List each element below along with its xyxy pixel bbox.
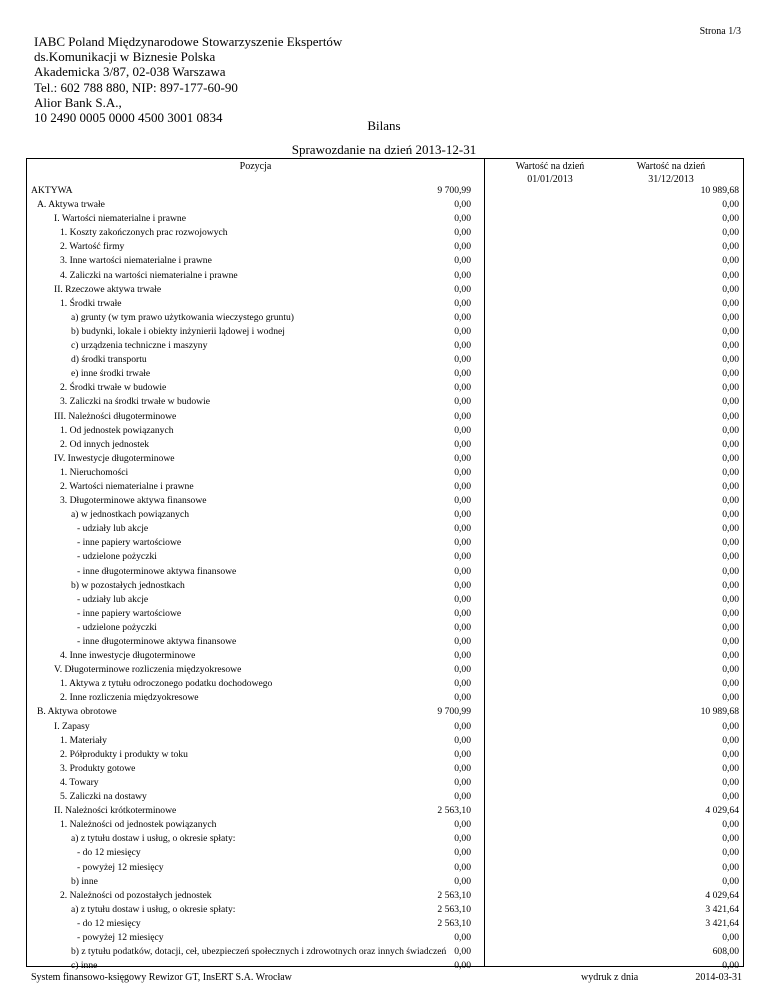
header-position: Pozycja xyxy=(239,161,272,172)
header-value-end-line1: Wartość na dzień xyxy=(636,161,706,172)
row-label: 4. Towary xyxy=(60,776,99,788)
table-row xyxy=(27,226,743,240)
row-value-end: 0,00 xyxy=(722,720,739,732)
table-row xyxy=(27,748,743,762)
table-row xyxy=(27,776,743,790)
company-line: ds.Komunikacji w Biznesie Polska xyxy=(34,49,216,65)
row-value-end: 0,00 xyxy=(722,199,739,211)
row-label: - udzielone pożyczki xyxy=(77,621,157,633)
row-value-start: 0,00 xyxy=(454,565,471,577)
row-value-start: 0,00 xyxy=(454,607,471,619)
table-row xyxy=(27,452,743,466)
row-label: b) budynki, lokale i obiekty inżynierii lądowej i wodnej xyxy=(71,325,285,337)
row-value-end: 0,00 xyxy=(722,241,739,253)
row-value-start: 0,00 xyxy=(454,593,471,605)
row-value-end: 3 421,64 xyxy=(705,903,739,915)
table-row xyxy=(27,508,743,522)
row-label: AKTYWA xyxy=(31,185,73,196)
table-row xyxy=(27,945,743,959)
table-row xyxy=(27,550,743,564)
row-label: 1. Środki trwałe xyxy=(60,297,122,309)
row-label: 2. Od innych jednostek xyxy=(60,438,149,450)
row-value-end: 0,00 xyxy=(722,354,739,366)
table-row xyxy=(27,424,743,438)
row-label: III. Należności długoterminowe xyxy=(54,410,177,422)
row-value-start: 0,00 xyxy=(454,678,471,690)
table-row xyxy=(27,269,743,283)
row-value-end: 0,00 xyxy=(722,960,739,972)
row-value-end: 0,00 xyxy=(722,537,739,549)
row-value-end: 10 989,68 xyxy=(700,185,739,196)
table-row xyxy=(27,212,743,226)
row-label: - do 12 miesięcy xyxy=(77,847,141,859)
row-value-start: 0,00 xyxy=(454,466,471,478)
row-value-start: 0,00 xyxy=(454,368,471,380)
row-value-end: 0,00 xyxy=(722,734,739,746)
row-label: 2. Należności od pozostałych jednostek xyxy=(60,889,212,901)
table-row xyxy=(27,438,743,452)
row-value-end: 0,00 xyxy=(722,227,739,239)
table-row xyxy=(27,283,743,297)
row-label: 1. Należności od jednostek powiązanych xyxy=(60,819,217,831)
table-row xyxy=(27,311,743,325)
row-value-start: 0,00 xyxy=(454,551,471,563)
row-value-end: 0,00 xyxy=(722,213,739,225)
row-value-start: 0,00 xyxy=(454,650,471,662)
row-label: 2. Półprodukty i produkty w toku xyxy=(60,748,188,760)
row-value-end: 0,00 xyxy=(722,861,739,873)
footer-software: System finansowo-księgowy Rewizor GT, InsERT S.A. Wrocław xyxy=(31,972,292,983)
row-value-start: 0,00 xyxy=(454,734,471,746)
row-value-start: 0,00 xyxy=(454,621,471,633)
row-value-start: 0,00 xyxy=(454,748,471,760)
row-value-start: 0,00 xyxy=(454,283,471,295)
company-line: Tel.: 602 788 880, NIP: 897-177-60-90 xyxy=(34,79,238,95)
row-label: - udziały lub akcje xyxy=(77,523,149,535)
row-value-start: 0,00 xyxy=(454,325,471,337)
row-label: a) z tytułu dostaw i usług, o okresie spłaty: xyxy=(71,903,236,915)
table-row xyxy=(27,480,743,494)
row-value-end: 0,00 xyxy=(722,495,739,507)
row-value-end: 4 029,64 xyxy=(705,889,739,901)
row-value-end: 0,00 xyxy=(722,340,739,352)
footer-print-date: 2014-03-31 xyxy=(695,972,742,983)
table-row xyxy=(27,818,743,832)
page-number: Strona 1/3 xyxy=(699,26,741,37)
row-label: 3. Inne wartości niematerialne i prawne xyxy=(60,255,212,267)
header-value-start-line2: 01/01/2013 xyxy=(527,173,573,185)
row-value-start: 0,00 xyxy=(454,495,471,507)
footer-print-label: wydruk z dnia xyxy=(581,972,639,983)
row-value-start: 0,00 xyxy=(454,340,471,352)
row-label: A. Aktywa trwałe xyxy=(37,199,105,211)
row-value-end: 0,00 xyxy=(722,650,739,662)
row-label: V. Długoterminowe rozliczenia międzyokresowe xyxy=(54,664,242,676)
table-row xyxy=(27,198,743,212)
row-label: 2. Wartość firmy xyxy=(60,241,125,253)
row-value-end: 10 989,68 xyxy=(700,706,739,718)
row-value-start: 0,00 xyxy=(454,847,471,859)
row-value-start: 2 563,10 xyxy=(437,805,471,817)
table-row xyxy=(27,297,743,311)
row-value-start: 0,00 xyxy=(454,199,471,211)
header-value-start-line1: Wartość na dzień xyxy=(515,161,585,172)
row-value-end: 0,00 xyxy=(722,410,739,422)
row-value-end: 0,00 xyxy=(722,748,739,760)
table-row xyxy=(27,663,743,677)
table-row xyxy=(27,861,743,875)
row-value-end: 0,00 xyxy=(722,636,739,647)
row-label: 1. Materiały xyxy=(60,734,107,746)
row-label: I. Wartości niematerialne i prawne xyxy=(54,213,186,225)
table-row xyxy=(27,635,743,649)
row-label: 1. Nieruchomości xyxy=(60,466,129,478)
table-row xyxy=(27,734,743,748)
row-value-start: 0,00 xyxy=(454,241,471,253)
table-row xyxy=(27,903,743,917)
header-value-end-line2: 31/12/2013 xyxy=(648,173,694,185)
row-label: - inne długoterminowe aktywa finansowe xyxy=(77,636,237,647)
row-value-end: 0,00 xyxy=(722,678,739,690)
row-value-start: 0,00 xyxy=(454,255,471,267)
row-value-end: 0,00 xyxy=(722,480,739,492)
table-row xyxy=(27,353,743,367)
row-value-end: 0,00 xyxy=(722,255,739,267)
row-value-end: 0,00 xyxy=(722,931,739,943)
table-row xyxy=(27,917,743,931)
table-row xyxy=(27,720,743,734)
row-label: 4. Zaliczki na wartości niematerialne i prawne xyxy=(60,269,238,281)
table-row xyxy=(27,762,743,776)
row-label: 1. Koszty zakończonych prac rozwojowych xyxy=(60,227,228,239)
table-row xyxy=(27,339,743,353)
row-label: - powyżej 12 miesięcy xyxy=(77,861,164,873)
row-label: b) z tytułu podatków, dotacji, ceł, ubezpieczeń społecznych i zdrowotnych oraz innych świadczeń xyxy=(71,946,447,958)
table-row xyxy=(27,677,743,691)
table-row xyxy=(27,395,743,409)
row-value-end: 0,00 xyxy=(722,593,739,605)
row-value-end: 0,00 xyxy=(722,579,739,591)
row-value-end: 0,00 xyxy=(722,875,739,887)
row-value-start: 0,00 xyxy=(454,819,471,831)
row-label: - inne długoterminowe aktywa finansowe xyxy=(77,565,237,577)
table-row xyxy=(27,790,743,804)
header-value-start xyxy=(480,161,620,186)
table-row xyxy=(27,466,743,480)
row-value-start: 0,00 xyxy=(454,946,471,958)
row-label: 2. Środki trwałe w budowie xyxy=(60,382,167,394)
table-row xyxy=(27,536,743,550)
table-row xyxy=(27,705,743,719)
row-value-end: 0,00 xyxy=(722,551,739,563)
table-row xyxy=(27,691,743,705)
row-value-end: 0,00 xyxy=(722,311,739,323)
table-row xyxy=(27,494,743,508)
row-value-start: 0,00 xyxy=(454,833,471,845)
row-value-start: 0,00 xyxy=(454,213,471,225)
row-value-end: 0,00 xyxy=(722,791,739,803)
row-value-start: 0,00 xyxy=(454,410,471,422)
row-value-start: 0,00 xyxy=(454,720,471,732)
row-value-end: 0,00 xyxy=(722,523,739,535)
row-value-start: 0,00 xyxy=(454,396,471,408)
table-row xyxy=(27,367,743,381)
row-label: c) inne xyxy=(71,960,98,972)
row-value-start: 2 563,10 xyxy=(437,889,471,901)
row-value-end: 0,00 xyxy=(722,452,739,464)
table-row xyxy=(27,931,743,945)
row-value-start: 0,00 xyxy=(454,227,471,239)
row-label: - udziały lub akcje xyxy=(77,593,149,605)
row-value-end: 0,00 xyxy=(722,325,739,337)
table-body xyxy=(27,184,743,973)
table-row xyxy=(27,804,743,818)
row-value-end: 0,00 xyxy=(722,621,739,633)
row-label: IV. Inwestycje długoterminowe xyxy=(54,452,175,464)
row-value-end: 0,00 xyxy=(722,466,739,478)
row-value-start: 0,00 xyxy=(454,269,471,281)
table-row xyxy=(27,522,743,536)
row-value-end: 0,00 xyxy=(722,438,739,450)
table-row xyxy=(27,889,743,903)
document-subtitle: Sprawozdanie na dzień 2013-12-31 xyxy=(291,142,477,157)
table-row xyxy=(27,325,743,339)
row-label: 3. Zaliczki na środki trwałe w budowie xyxy=(60,396,210,408)
row-label: 5. Zaliczki na dostawy xyxy=(60,791,147,803)
table-row xyxy=(27,184,743,198)
table-row xyxy=(27,381,743,395)
row-value-end: 3 421,64 xyxy=(705,917,739,929)
row-label: b) inne xyxy=(71,875,98,887)
table-row xyxy=(27,254,743,268)
company-line: IABC Poland Międzynarodowe Stowarzyszenie Ekspertów xyxy=(34,34,343,49)
row-value-end: 0,00 xyxy=(722,382,739,394)
row-label: - powyżej 12 miesięcy xyxy=(77,931,164,943)
table-row xyxy=(27,579,743,593)
company-line: 10 2490 0005 0000 4500 3001 0834 xyxy=(34,110,223,126)
table-row xyxy=(27,607,743,621)
row-value-start: 0,00 xyxy=(454,579,471,591)
row-value-start: 2 563,10 xyxy=(437,917,471,929)
row-label: 3. Produkty gotowe xyxy=(60,762,136,774)
row-value-end: 0,00 xyxy=(722,396,739,408)
table-row xyxy=(27,240,743,254)
row-value-start: 0,00 xyxy=(454,861,471,873)
row-value-start: 0,00 xyxy=(454,297,471,309)
row-value-start: 0,00 xyxy=(454,636,471,647)
row-value-start: 0,00 xyxy=(454,311,471,323)
row-value-end: 0,00 xyxy=(722,283,739,295)
table-row xyxy=(27,832,743,846)
row-value-start: 0,00 xyxy=(454,875,471,887)
row-value-start: 0,00 xyxy=(454,452,471,464)
row-value-end: 0,00 xyxy=(722,368,739,380)
row-value-end: 0,00 xyxy=(722,664,739,676)
table-row xyxy=(27,565,743,579)
row-label: II. Należności krótkoterminowe xyxy=(54,805,177,817)
row-value-start: 0,00 xyxy=(454,480,471,492)
row-value-start: 0,00 xyxy=(454,960,471,972)
row-label: - inne papiery wartościowe xyxy=(77,537,182,549)
row-label: - inne papiery wartościowe xyxy=(77,607,182,619)
row-value-start: 0,00 xyxy=(454,509,471,521)
row-value-start: 0,00 xyxy=(454,424,471,436)
row-value-start: 0,00 xyxy=(454,664,471,676)
row-label: 2. Inne rozliczenia międzyokresowe xyxy=(60,692,199,704)
row-label: - do 12 miesięcy xyxy=(77,917,141,929)
row-label: 2. Wartości niematerialne i prawne xyxy=(60,480,194,492)
row-value-end: 0,00 xyxy=(722,269,739,281)
row-value-end: 0,00 xyxy=(722,762,739,774)
row-label: 1. Aktywa z tytułu odroczonego podatku dochodowego xyxy=(60,678,273,690)
row-value-end: 0,00 xyxy=(722,692,739,704)
row-value-end: 0,00 xyxy=(722,509,739,521)
company-line: Alior Bank S.A., xyxy=(34,94,122,110)
row-label: - udzielone pożyczki xyxy=(77,551,157,563)
table-row xyxy=(27,875,743,889)
row-value-start: 0,00 xyxy=(454,692,471,704)
row-value-start: 0,00 xyxy=(454,382,471,394)
table-row xyxy=(27,593,743,607)
row-value-end: 0,00 xyxy=(722,565,739,577)
row-value-end: 0,00 xyxy=(722,833,739,845)
row-label: I. Zapasy xyxy=(54,720,90,732)
company-line: Akademicka 3/87, 02-038 Warszawa xyxy=(34,64,226,80)
row-value-start: 0,00 xyxy=(454,776,471,788)
row-value-start: 0,00 xyxy=(454,537,471,549)
row-value-start: 9 700,99 xyxy=(437,706,471,718)
row-label: II. Rzeczowe aktywa trwałe xyxy=(54,283,162,295)
table-row xyxy=(27,649,743,663)
row-value-start: 2 563,10 xyxy=(437,903,471,915)
row-label: c) urządzenia techniczne i maszyny xyxy=(71,340,208,352)
row-label: a) z tytułu dostaw i usług, o okresie spłaty: xyxy=(71,833,236,845)
row-value-end: 0,00 xyxy=(722,847,739,859)
row-label: 3. Długoterminowe aktywa finansowe xyxy=(60,495,207,507)
row-value-start: 0,00 xyxy=(454,523,471,535)
row-value-end: 0,00 xyxy=(722,607,739,619)
row-value-end: 0,00 xyxy=(722,776,739,788)
row-value-end: 0,00 xyxy=(722,297,739,309)
row-label: b) w pozostałych jednostkach xyxy=(71,579,185,591)
row-value-end: 0,00 xyxy=(722,819,739,831)
row-label: 1. Od jednostek powiązanych xyxy=(60,424,174,436)
row-label: d) środki transportu xyxy=(71,354,147,366)
header-value-end xyxy=(601,161,741,186)
row-value-start: 0,00 xyxy=(454,762,471,774)
row-value-start: 0,00 xyxy=(454,438,471,450)
company-info xyxy=(34,34,342,125)
row-value-end: 0,00 xyxy=(722,424,739,436)
table-row xyxy=(27,410,743,424)
row-label: e) inne środki trwałe xyxy=(71,368,151,380)
row-value-end: 608,00 xyxy=(712,946,739,958)
row-value-end: 4 029,64 xyxy=(705,805,739,817)
document-title: Bilans xyxy=(367,118,401,133)
row-value-start: 9 700,99 xyxy=(437,185,471,196)
table-row xyxy=(27,621,743,635)
row-value-start: 0,00 xyxy=(454,931,471,943)
row-label: a) grunty (w tym prawo użytkowania wieczystego gruntu) xyxy=(71,311,294,323)
row-value-start: 0,00 xyxy=(454,354,471,366)
row-label: a) w jednostkach powiązanych xyxy=(71,509,190,521)
row-label: 4. Inne inwestycje długoterminowe xyxy=(60,650,196,662)
table-row xyxy=(27,846,743,860)
balance-table xyxy=(26,158,744,972)
row-label: B. Aktywa obrotowe xyxy=(37,706,117,718)
row-value-start: 0,00 xyxy=(454,791,471,803)
